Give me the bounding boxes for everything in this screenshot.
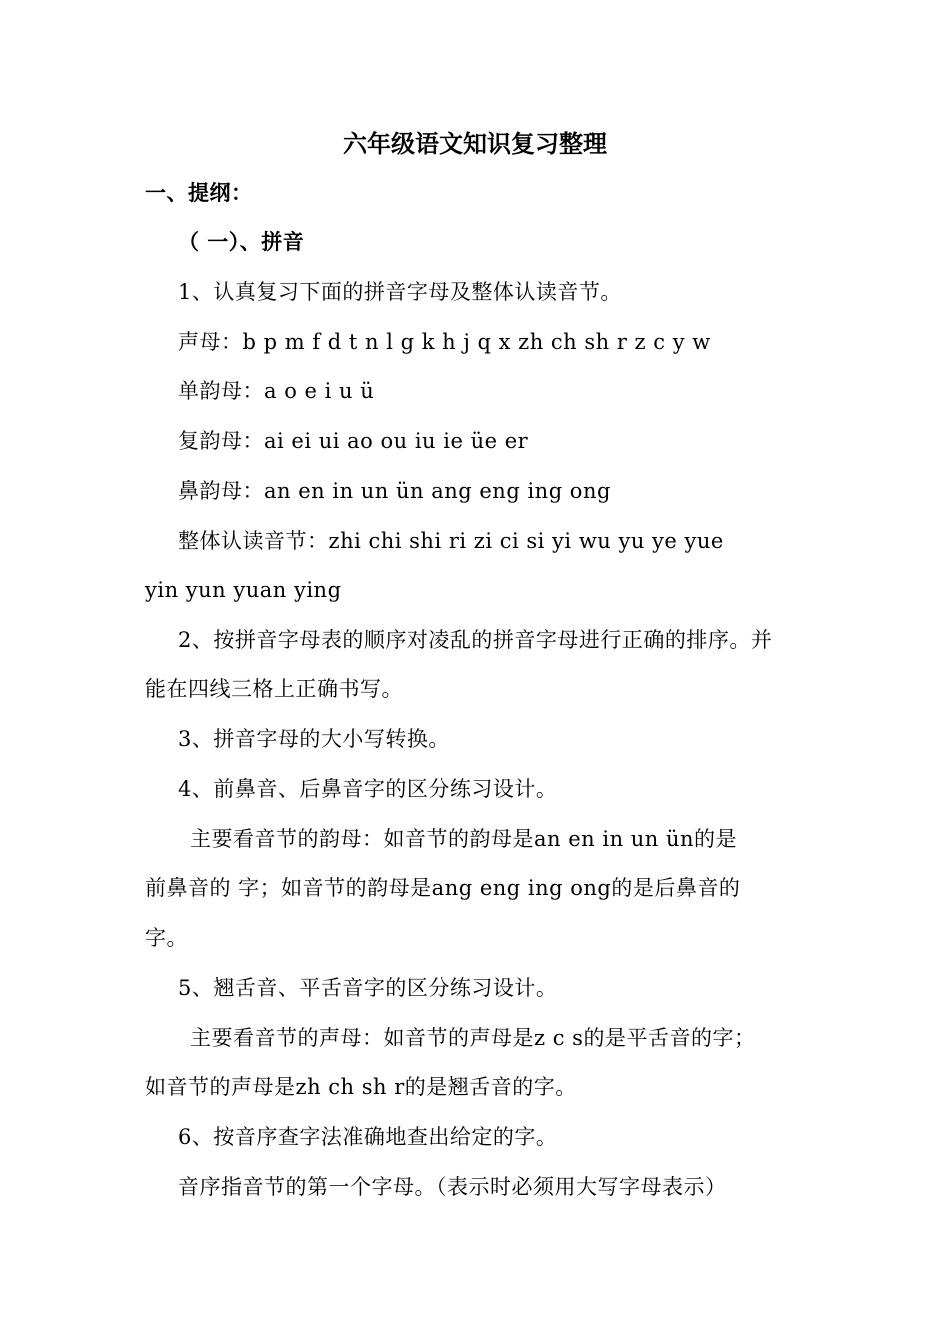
- bi-yunmu-line: 鼻韵母：an en in un ün ang eng ing ong: [178, 479, 611, 503]
- item-2-line-2: 能在四线三格上正确书写。: [145, 677, 403, 701]
- item-4-note-line-3: 字。: [145, 926, 188, 950]
- item-5-note-line-2: 如音节的声母是zh ch sh r的是翘舌音的字。: [145, 1075, 577, 1099]
- item-4-note-line-2: 前鼻音的 字；如音节的韵母是ang eng ing ong的是后鼻音的: [145, 876, 741, 900]
- item-2-line-1: 2、按拼音字母表的顺序对凌乱的拼音字母进行正确的排序。并: [178, 628, 773, 652]
- subsection-heading-pinyin: （ 一）、拼音: [178, 229, 305, 254]
- shengmu-line: 声母：b p m f d t n l g k h j q x zh ch sh r z c y w: [178, 330, 711, 354]
- item-5: 5、翘舌音、平舌音字的区分练习设计。: [178, 976, 558, 1000]
- item-3: 3、拼音字母的大小写转换。: [178, 727, 450, 751]
- item-1: 1、认真复习下面的拼音字母及整体认读音节。: [178, 280, 622, 304]
- zhengti-line-1: 整体认读音节：zhi chi shi ri zi ci si yi wu yu ye yue: [178, 529, 724, 553]
- document-title: 六年级语文知识复习整理: [343, 129, 607, 158]
- item-6-note: 音序指音节的第一个字母。（表示时必须用大写字母表示）: [178, 1175, 727, 1199]
- item-4: 4、前鼻音、后鼻音字的区分练习设计。: [178, 777, 558, 801]
- section-heading-outline: 一、提纲：: [145, 180, 253, 205]
- dan-yunmu-line: 单韵母：a o e i u ü: [178, 379, 375, 403]
- item-6: 6、按音序查字法准确地查出给定的字。: [178, 1125, 558, 1149]
- item-5-note-line-1: 主要看音节的声母：如音节的声母是z c s的是平舌音的字；: [190, 1026, 756, 1050]
- item-4-note-line-1: 主要看音节的韵母：如音节的韵母是an en in un ün的是: [190, 827, 738, 851]
- zhengti-line-2: yin yun yuan ying: [145, 578, 342, 602]
- fu-yunmu-line: 复韵母：ai ei ui ao ou iu ie üe er: [178, 429, 529, 453]
